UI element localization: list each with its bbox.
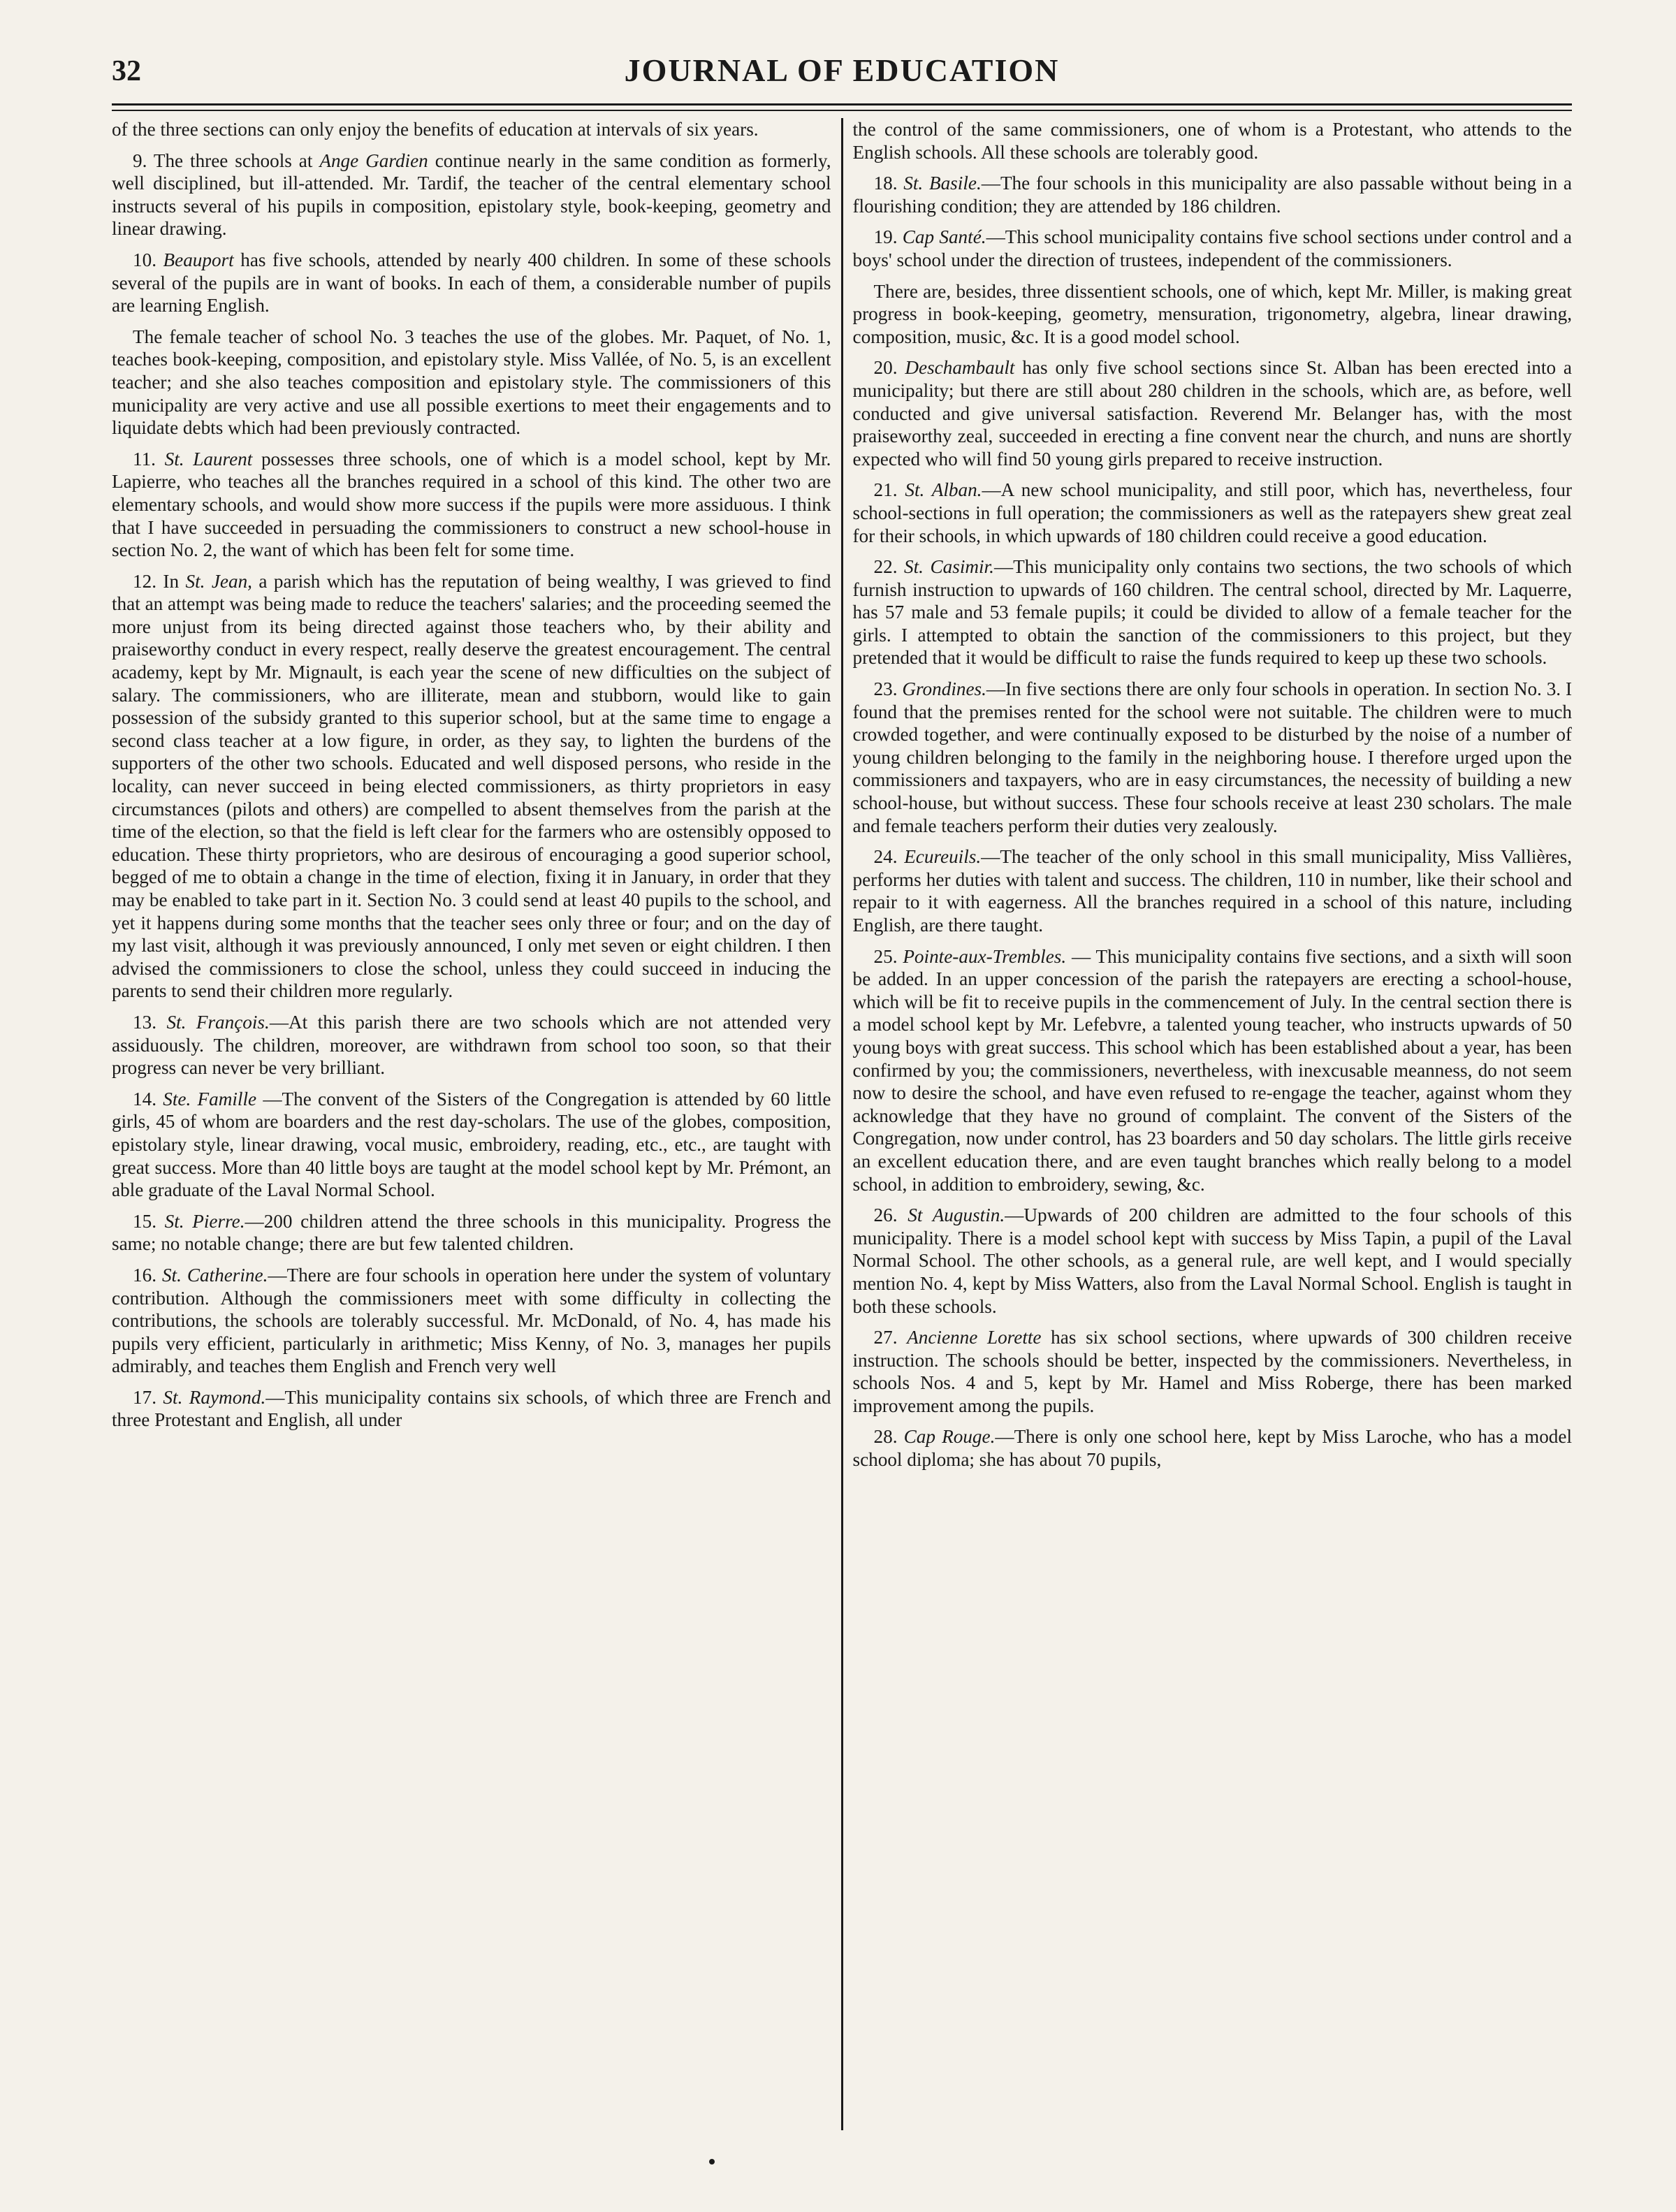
paragraph xyxy=(853,845,1573,936)
paragraph xyxy=(853,1204,1573,1318)
paragraph xyxy=(112,150,831,240)
paragraph xyxy=(112,326,831,439)
paragraph-text: has six school sections, where upwards of 300 children receive instruction. The schools should be better, inspected by the commissioners. Nevertheless, in schools Nos. 4 and 5, kept by Mr. Hamel and Miss Roberge, there has been marked improvement among the pupils. xyxy=(852,1327,1572,1416)
header-rule-top xyxy=(112,103,1572,105)
paragraph-text: —There are four schools in operation here under the system of voluntary contribution. Although the commissioners meet with some difficulty in collecting the contributions, the schools are tolerably successful. Mr. McDonald, of No. 4, has made his pupils very efficient, particularly in arithmetic; Miss Kenny, of No. 3, manages her pupils admirably, and teaches them English and French very well xyxy=(112,1264,831,1377)
paragraph-heading: Cap Santé. xyxy=(902,226,986,248)
paragraph-text: has five schools, attended by nearly 400 children. In some of these schools several of the pupils are in want of books. In each of them, a considerable number of pupils are learning English. xyxy=(112,249,831,316)
paragraph xyxy=(853,172,1573,217)
paragraph-text: The female teacher of school No. 3 teaches the use of the globes. Mr. Paquet, of No. 1, teaches book-keeping, composition, and epistolary style. Miss Vallée, of No. 5, is an excellent teacher; and she also teaches composition and epistolary style. The commissioners of this municipality are very active and use all possible exertions to meet their engagements and to liquidate debts which had been previously contracted. xyxy=(112,326,831,439)
paragraph-text: —This school municipality contains five school sections under control and a boys' school under the direction of trustees, independent of the commissioners. xyxy=(852,226,1572,270)
paragraph-number: 23. xyxy=(873,678,903,700)
paragraph-number: 24. xyxy=(873,846,905,868)
paragraph-number: 14. xyxy=(133,1088,163,1109)
paragraph-number: 25. xyxy=(873,945,903,967)
paragraph xyxy=(853,118,1573,163)
journal-title: JOURNAL OF EDUCATION xyxy=(624,52,1060,88)
paragraph xyxy=(853,555,1573,669)
paragraph xyxy=(112,1264,831,1378)
paragraph-heading: St. Laurent xyxy=(164,448,253,470)
paragraph xyxy=(112,1088,831,1202)
paragraph-heading: Ancienne Lorette xyxy=(907,1327,1042,1348)
paragraph-text: —The convent of the Sisters of the Congregation is attended by 60 little girls, 45 of whom are boarders and the rest day-scholars. The use of the globes, composition, epistolary style, linear drawing, vocal music, embroidery, reading, etc., etc., are taught with great success. More than 40 little boys are taught at the model school kept by Mr. Prémont, an able graduate of the Laval Normal School. xyxy=(112,1088,831,1201)
paragraph-heading: Beauport xyxy=(163,249,234,270)
paragraph-number: 16. xyxy=(133,1264,162,1286)
paragraph-heading: St. Catherine. xyxy=(161,1264,268,1286)
paragraph-number: 19. xyxy=(873,226,903,248)
paragraph-heading: St. Alban. xyxy=(905,479,982,501)
paragraph xyxy=(112,448,831,562)
paragraph-text: —In five sections there are only four schools in operation. In section No. 3. I found that the premises rented for the school were not suitable. The children were to much crowded together, and were continually exposed to be disturbed by the noise of a number of young children belonging to the family in the neighboring house. I therefore urged upon the commissioners and taxpayers, who are in easy circumstances, the necessity of building a new school-house, but without success. These four schools receive at least 230 scholars. The male and female teachers perform their duties very zealously. xyxy=(852,678,1572,836)
paragraph-heading: St. Casimir. xyxy=(904,556,994,578)
paragraph-text: possesses three schools, one of which is a model school, kept by Mr. Lapierre, who teaches all the branches required in a school of this kind. The other two are elementary schools, and would show more success if the pupils were more assiduous. I think that I have succeeded in persuading the commissioners to construct a new school-house in section No. 2, the want of which has been felt for some time. xyxy=(112,448,831,561)
paragraph xyxy=(853,1326,1573,1417)
paragraph-number: 22. xyxy=(873,556,905,578)
paragraph xyxy=(853,280,1573,349)
text-columns xyxy=(112,118,1572,2130)
paragraph-heading: St. Raymond. xyxy=(163,1386,266,1408)
paragraph xyxy=(112,570,831,1003)
left-column xyxy=(112,118,841,2130)
paragraph xyxy=(112,118,831,141)
paragraph-number: 15. xyxy=(133,1210,165,1232)
paragraph-number: 28. xyxy=(873,1426,904,1448)
paragraph-number: 18. xyxy=(873,173,904,194)
paragraph-text: —This municipality contains six schools, of which three are French and three Protestant and English, all under xyxy=(112,1386,831,1431)
paragraph-number: 10. xyxy=(133,249,163,270)
paragraph-text: —The teacher of the only school in this small municipality, Miss Vallières, performs her duties with talent and success. The children, 110 in number, like their school and repair to it with eagerness. All the branches required in a school of this nature, including English, are there taught. xyxy=(852,846,1572,936)
paragraph-number: 21. xyxy=(873,479,905,501)
paragraph-text: —A new school municipality, and still poor, which has, nevertheless, four school-sections in full operation; the commissioners as well as the ratepayers shew great zeal for their schools, in which upwards of 180 children could receive a good education. xyxy=(852,479,1572,546)
paragraph-heading: St. Pierre. xyxy=(164,1210,245,1232)
paragraph-number: 17. xyxy=(133,1386,163,1408)
running-head xyxy=(112,42,1572,98)
paragraph-heading: Ange Gardien xyxy=(319,150,428,171)
paragraph-text: There are, besides, three dissentient schools, one of which, kept Mr. Miller, is making great progress in book-keeping, geometry, mensuration, trigonometry, algebra, linear drawing, composition, music, &c. It is a good model school. xyxy=(852,280,1572,347)
paragraph xyxy=(853,945,1573,1196)
paragraph-number: 27. xyxy=(873,1327,908,1348)
paragraph xyxy=(853,479,1573,547)
paragraph xyxy=(112,1386,831,1432)
footer-dot xyxy=(709,2159,715,2164)
paragraph xyxy=(112,1011,831,1079)
paragraph xyxy=(853,356,1573,470)
paragraph-text: —At this parish there are two schools which are not attended very assiduously. The children, moreover, are withdrawn from school too soon, so that their progress can never be very brilliant. xyxy=(112,1011,831,1079)
paragraph-text: —There is only one school here, kept by Miss Laroche, who has a model school diploma; she has about 70 pupils, xyxy=(852,1426,1572,1471)
paragraph-number: 12. In xyxy=(133,570,186,592)
paragraph-text: of the three sections can only enjoy the benefits of education at intervals of six years. xyxy=(112,119,759,140)
right-column xyxy=(843,118,1573,2130)
paragraph-heading: Grondines. xyxy=(902,678,986,700)
paragraph-text: continue nearly in the same condition as formerly, well disciplined, but ill-attended. Mr. Tardif, the teacher of the central elementary school instructs several of his pupils in composition, epistolary style, book-keeping, geometry and linear drawing. xyxy=(112,150,831,240)
paragraph-heading: Cap Rouge. xyxy=(903,1426,996,1448)
paragraph-heading: Pointe-aux-Trembles. xyxy=(903,945,1067,967)
paragraph-text: a parish which has the reputation of being wealthy, I was grieved to find that an attempt was being made to reduce the teachers' salaries; and the proceeding seemed the more unjust from its being directed against those teachers who, by their ability and praiseworthy conduct in every respect, really deserve the greatest encouragement. The central academy, kept by Mr. Mignault, is each year the scene of new difficulties on the subject of salary. The commissioners, who are illiterate, mean and stubborn, would like to gain possession of the subsidy granted to this superior school, but at the same time to engage a second class teacher at a low figure, in order, as they say, to lighten the burdens of the supporters of the other two schools. Educated and well disposed persons, who reside in the locality, can never succeed in being elected commissioners, as thirty proprietors in easy circumstances (pilots and others) are compelled to absent themselves from the parish at the time of the election, so that the field is left clear for the farmers who are ostensibly opposed to education. These thirty proprietors, who are desirous of encouraging a good superior school, begged of me to obtain a change in the time of election, fixing it in January, in order that they may be enabled to take part in it. Section No. 3 could send at least 40 pupils to the school, and yet it happens during some months that the teacher sees only three or four; and on the day of my last visit, although it was previously announced, I only met seven or eight children. I then advised the commissioners to close the school, unless they could succeed in inducing the parents to send their children more regularly. xyxy=(112,570,831,1002)
paragraph-heading: St. Basile. xyxy=(903,173,982,194)
paragraph-heading: Ecureuils. xyxy=(904,846,982,868)
paragraph-text: —The four schools in this municipality are also passable without being in a flourishing condition; they are attended by 186 children. xyxy=(852,173,1572,217)
paragraph-heading: St. Jean, xyxy=(185,570,252,592)
header-rule-bottom xyxy=(112,110,1572,111)
journal-page xyxy=(112,42,1572,2166)
paragraph-text: —This municipality only contains two sections, the two schools of which furnish instruction to upwards of 160 children. The central school, directed by Mr. Laquerre, has 57 male and 53 female pupils; it could be divided to allow of a female teacher for the girls. I attempted to obtain the sanction of the commissioners to this project, but they pretended that it would be difficult to raise the funds required to keep up these two schools. xyxy=(852,556,1572,669)
paragraph-number: 9. The three schools at xyxy=(133,150,320,171)
paragraph-text: — This municipality contains five sections, and a sixth will soon be added. In an upper concession of the parish the ratepayers are erecting a school-house, which will be fit to receive pupils in the commencement of July. In the central section there is a model school kept by Mr. Lefebvre, a talented young teacher, who instructs upwards of 50 young boys with great success. This school which has been established about a year, has been confirmed by you; the commissioners, nevertheless, with inexcusable meanness, do not seem now to desire the school, and have even refused to re-engage the teacher, against whom they acknowledge that they have no ground of complaint. The convent of the Sisters of the Congregation, now under control, has 23 boarders and 50 day scholars. The little girls receive an excellent education there, and are even taught branches which really belong to a model school, in addition to embroidery, sewing, &c. xyxy=(852,945,1572,1195)
paragraph xyxy=(853,678,1573,837)
header-rules xyxy=(112,103,1572,111)
paragraph xyxy=(112,249,831,317)
paragraph-text: has only five school sections since St. Alban has been erected into a municipality; but there are still about 280 children in the schools, which are, as before, well conducted and give universal satisfaction. Reverend Mr. Belanger has, with the most praiseworthy zeal, succeeded in erecting a fine convent near the church, and nuns are shortly expected who will find 50 young girls prepared to receive instruction. xyxy=(852,357,1572,470)
paragraph-heading: St. François. xyxy=(166,1011,270,1033)
paragraph-heading: St Augustin. xyxy=(908,1205,1005,1226)
paragraph-heading: Deschambault xyxy=(905,357,1015,379)
paragraph-text: —200 children attend the three schools in this municipality. Progress the same; no notable change; there are but few talented children. xyxy=(112,1210,831,1255)
paragraph-heading: Ste. Famille xyxy=(163,1088,257,1109)
page-number: 32 xyxy=(112,55,141,87)
paragraph-text: the control of the same commissioners, one of whom is a Protestant, who attends to the English schools. All these schools are tolerably good. xyxy=(852,119,1572,163)
paragraph-text: —Upwards of 200 children are admitted to the four schools of this municipality. There is a model school kept with success by Miss Tapin, a pupil of the Laval Normal School. The other schools, as a general rule, are well kept, and I would specially mention No. 4, kept by Miss Watters, also from the Laval Normal School. English is taught in both these schools. xyxy=(852,1205,1572,1317)
paragraph-number: 26. xyxy=(873,1205,908,1226)
paragraph xyxy=(853,226,1573,271)
paragraph xyxy=(853,1425,1573,1471)
paragraph-number: 20. xyxy=(873,357,905,379)
paragraph-number: 11. xyxy=(133,448,165,470)
paragraph xyxy=(112,1210,831,1256)
paragraph-number: 13. xyxy=(133,1011,167,1033)
